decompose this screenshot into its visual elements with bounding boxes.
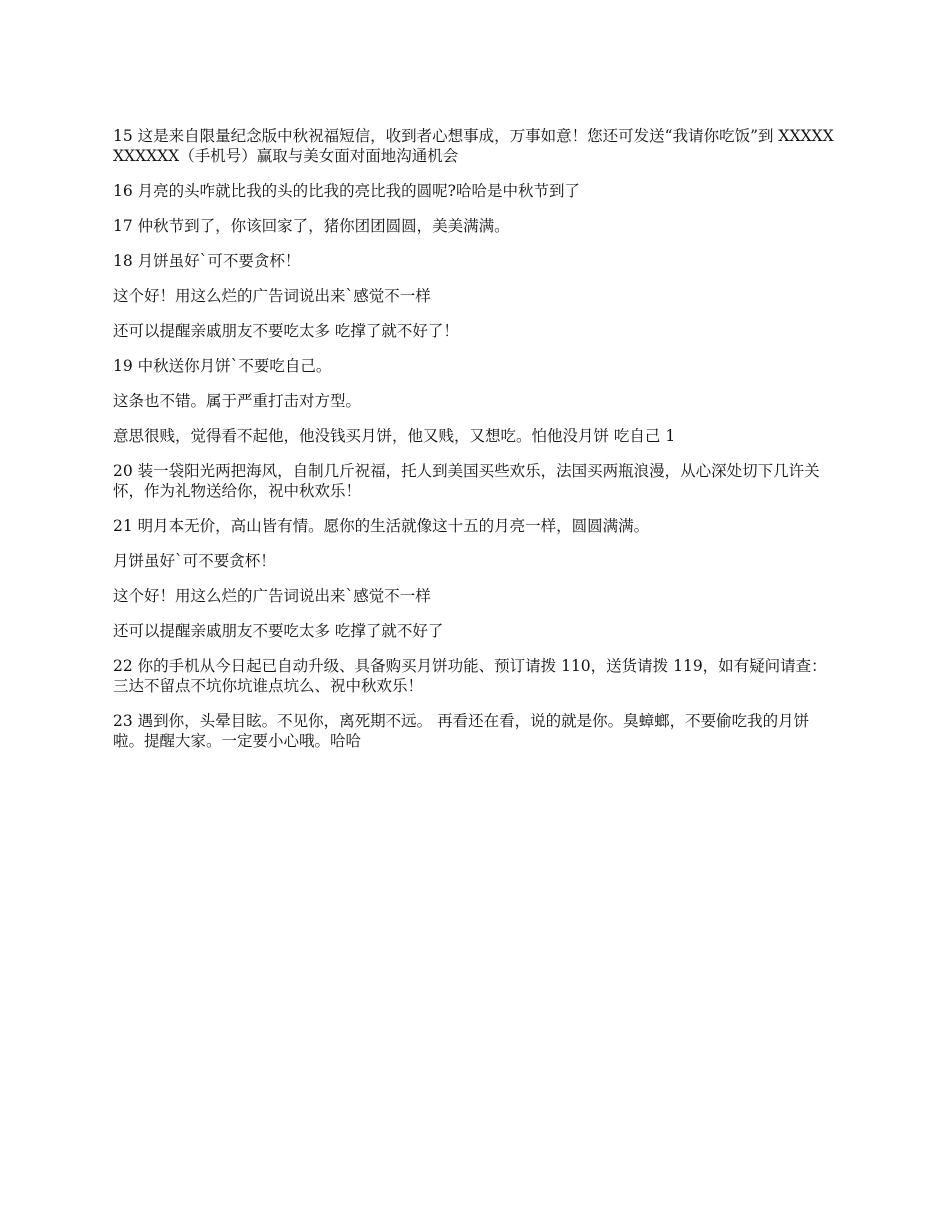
paragraph-20: 20 装一袋阳光两把海风，自制几斤祝福，托人到美国买些欢乐，法国买两瓶浪漫，从心深处切下几许关怀，作为礼物送给你，祝中秋欢乐！ [113,462,820,500]
paragraph-19-comment-1: 这条也不错。属于严重打击对方型。 [113,392,362,410]
paragraph-17: 17 仲秋节到了，你该回家了，猪你团团圆圆，美美满满。 [113,217,510,235]
paragraph-21-comment-1: 月饼虽好`可不要贪杯！ [113,552,276,570]
paragraph-15: 15 这是来自限量纪念版中秋祝福短信，收到者心想事成，万事如意！您还可发送“我请你吃饭”到 XXXXXXXXXXX（手机号）赢取与美女面对面地沟通机会 [113,127,834,165]
paragraph-18-comment-2: 还可以提醒亲戚朋友不要吃太多 吃撑了就不好了！ [113,322,459,340]
paragraph-21-comment-2: 这个好！用这么烂的广告词说出来`感觉不一样 [113,587,431,605]
paragraph-18-comment-1: 这个好！用这么烂的广告词说出来`感觉不一样 [113,287,431,305]
document-body [113,126,837,766]
paragraph-21: 21 明月本无价，高山皆有情。愿你的生活就像这十五的月亮一样，圆圆满满。 [113,517,650,535]
paragraph-16: 16 月亮的头咋就比我的头的比我的亮比我的圆呢?哈哈是中秋节到了 [113,182,580,200]
paragraph-21-comment-3: 还可以提醒亲戚朋友不要吃太多 吃撑了就不好了 [113,622,444,640]
paragraph-23: 23 遇到你，头晕目眩。不见你，离死期不远。 再看还在看，说的就是你。臭蟑螂，不要偷吃我的月饼啦。提醒大家。一定要小心哦。哈哈 [113,712,810,750]
paragraph-18: 18 月饼虽好`可不要贪杯！ [113,252,301,270]
paragraph-19-comment-2: 意思很贱，觉得看不起他，他没钱买月饼，他又贱，又想吃。怕他没月饼 吃自己 1 [113,427,676,445]
paragraph-19: 19 中秋送你月饼`不要吃自己。 [113,357,332,375]
paragraph-22: 22 你的手机从今日起已自动升级、具备购买月饼功能、预订请拨 110，送货请拨 119，如有疑问请查：三达不留点不坑你坑谁点坑么、祝中秋欢乐！ [113,657,827,695]
